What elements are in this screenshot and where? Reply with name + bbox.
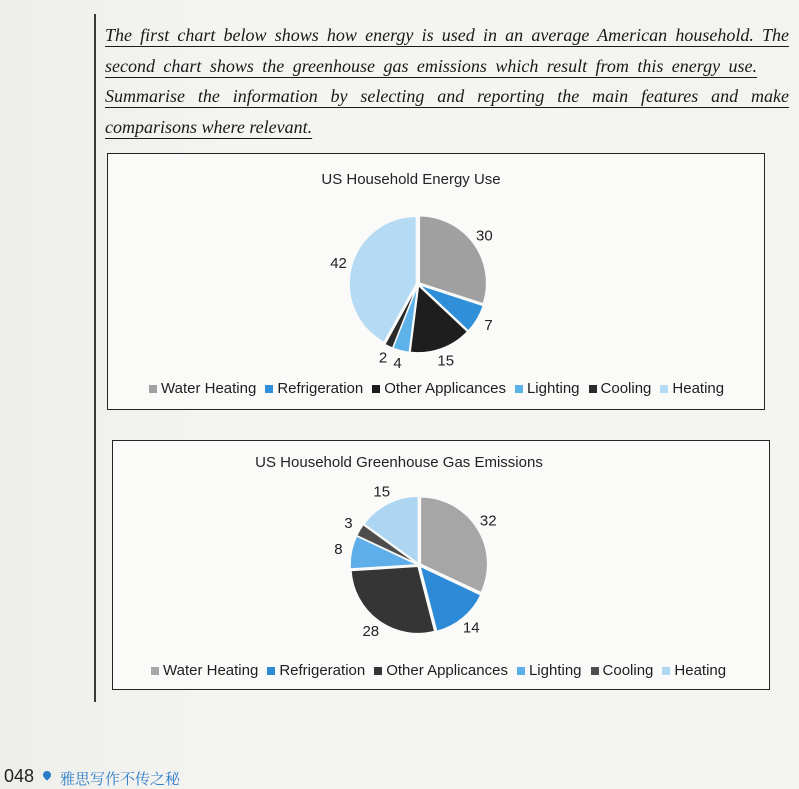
- legend-item-refrigeration: [265, 380, 363, 398]
- margin-rule: [94, 14, 96, 702]
- legend-label: Cooling: [602, 662, 654, 679]
- pie-value-label-other-applicances: 28: [362, 622, 380, 640]
- legend-item-other-applicances: [372, 380, 506, 398]
- legend-label: Other Applicances: [386, 662, 508, 679]
- legend-swatch: [589, 385, 597, 393]
- legend-swatch: [149, 385, 157, 393]
- chart-title: US Household Greenhouse Gas Emissions: [255, 454, 543, 471]
- chart-legend: [149, 380, 724, 398]
- legend-swatch: [372, 385, 380, 393]
- energy-use-pie: [108, 154, 763, 408]
- legend-swatch: [662, 667, 670, 675]
- legend-label: Water Heating: [161, 380, 257, 397]
- legend-swatch: [151, 667, 159, 675]
- prompt-line: second chart shows the greenhouse gas emissions which result from this energy use.: [105, 55, 757, 76]
- prompt-line: comparisons where relevant.: [105, 116, 313, 137]
- legend-item-other-applicances: [374, 662, 508, 680]
- pie-value-label-water-heating: 30: [475, 227, 493, 245]
- legend-swatch: [374, 667, 382, 675]
- task-prompt: [105, 20, 789, 142]
- pie-value-label-water-heating: 32: [479, 512, 497, 530]
- legend-label: Water Heating: [163, 662, 259, 679]
- prompt-line: Summarise the information by selecting and reporting the main features and make: [105, 86, 789, 106]
- emissions-chart: [112, 440, 770, 690]
- legend-label: Refrigeration: [277, 380, 364, 397]
- legend-swatch: [517, 667, 525, 675]
- legend-item-cooling: [589, 380, 652, 398]
- legend-swatch: [265, 385, 273, 393]
- chart-legend: [151, 662, 726, 680]
- book-title: 雅思写作不传之秘: [60, 770, 181, 788]
- legend-swatch: [591, 667, 599, 675]
- pie-value-label-other-applicances: 15: [437, 352, 455, 370]
- pie-value-label-heating: 15: [373, 483, 391, 501]
- legend-label: Other Applicances: [384, 380, 506, 397]
- legend-item-lighting: [515, 380, 580, 398]
- legend-item-heating: [662, 662, 726, 680]
- legend-swatch: [515, 385, 523, 393]
- energy-use-chart: [107, 153, 765, 410]
- prompt-line: The first chart below shows how energy is used in an average American household. The: [105, 25, 789, 45]
- pie-value-label-cooling: 3: [344, 514, 353, 532]
- pie-value-label-lighting: 8: [334, 541, 343, 559]
- pie-value-label-cooling: 2: [378, 349, 388, 367]
- pie-value-label-refrigeration: 7: [484, 317, 493, 335]
- page-number: 048: [4, 766, 35, 786]
- legend-item-water-heating: [149, 380, 256, 398]
- pie-value-label-refrigeration: 14: [462, 619, 480, 637]
- legend-item-refrigeration: [267, 662, 365, 680]
- legend-item-heating: [660, 380, 724, 398]
- legend-label: Lighting: [526, 380, 580, 397]
- chart-title: US Household Energy Use: [321, 171, 501, 188]
- legend-swatch: [660, 385, 668, 393]
- pie-value-label-heating: 42: [330, 255, 347, 273]
- legend-label: Heating: [674, 662, 727, 679]
- pie-value-label-lighting: 4: [393, 354, 402, 372]
- legend-swatch: [267, 667, 275, 675]
- legend-label: Lighting: [528, 662, 582, 679]
- legend-item-lighting: [517, 662, 582, 680]
- legend-item-cooling: [591, 662, 654, 680]
- legend-label: Cooling: [600, 380, 652, 397]
- legend-label: Refrigeration: [279, 662, 366, 679]
- location-pin-icon: [41, 769, 52, 780]
- legend-item-water-heating: [151, 662, 258, 680]
- legend-label: Heating: [672, 380, 725, 397]
- emissions-pie: [113, 441, 768, 688]
